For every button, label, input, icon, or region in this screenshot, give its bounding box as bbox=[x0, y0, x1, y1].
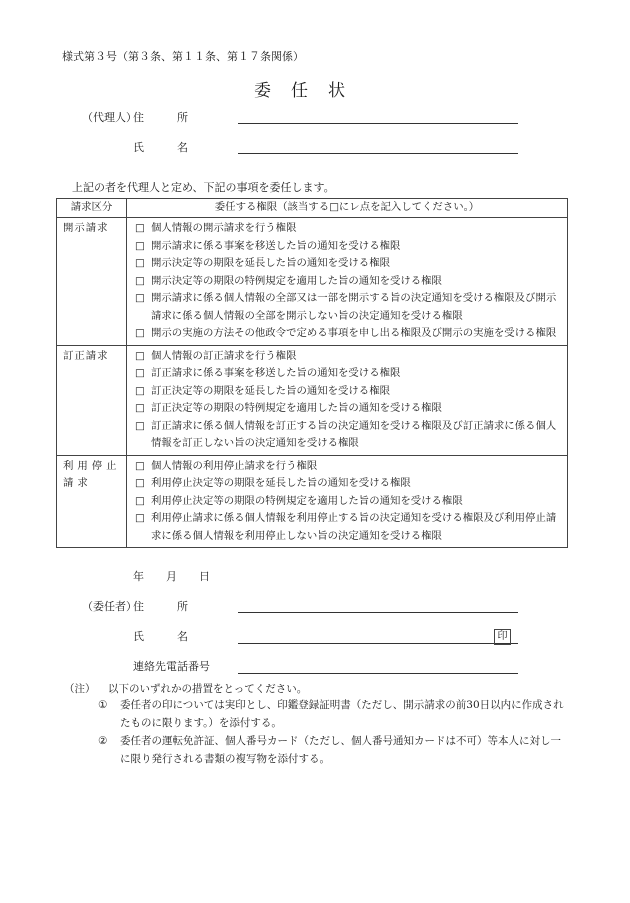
checkbox[interactable]: □ bbox=[135, 257, 145, 269]
list-item: □ 開示請求に係る個人情報の全部又は一部を開示する旨の決定通知を受ける権限及び開示請求に係る個人情報の全部を開示しない旨の決定通知を受ける権限 bbox=[135, 290, 561, 325]
list-item: □ 開示決定等の期限を延長した旨の通知を受ける権限 bbox=[135, 255, 561, 273]
list-item: □ 個人情報の訂正請求を行う権限 bbox=[135, 348, 561, 366]
category-disclosure: 開示請求 bbox=[57, 218, 127, 346]
intro-text: 上記の者を代理人と定め、下記の事項を委任します。 bbox=[72, 181, 335, 194]
section-disclosure bbox=[57, 218, 568, 346]
checkbox[interactable]: □ bbox=[135, 349, 145, 362]
form-number: 様式第３号（第３条、第１１条、第１７条関係） bbox=[62, 50, 304, 63]
list-item: □ 訂正決定等の期限の特例規定を適用した旨の通知を受ける権限 bbox=[135, 400, 561, 418]
notes-prefix: （注） bbox=[64, 683, 96, 695]
note-1-number: ① bbox=[98, 699, 108, 711]
section-correction bbox=[57, 345, 568, 455]
date-line: 年 月 日 bbox=[133, 570, 210, 583]
list-item: □ 個人情報の利用停止請求を行う権限 bbox=[135, 458, 561, 476]
checkbox[interactable]: □ bbox=[135, 222, 145, 234]
col-header-category: 請求区分 bbox=[57, 199, 127, 218]
checkbox[interactable]: □ bbox=[135, 367, 145, 379]
checkbox[interactable]: □ bbox=[135, 419, 145, 432]
list-item: □ 開示決定等の期限の特例規定を適用した旨の通知を受ける権限 bbox=[135, 273, 561, 291]
agent-name-field[interactable] bbox=[238, 153, 518, 154]
list-item: □ 訂正決定等の期限を延長した旨の通知を受ける権限 bbox=[135, 383, 561, 401]
principal-role-label: （委任者） bbox=[82, 600, 137, 613]
phone-label: 連絡先電話番号 bbox=[133, 660, 210, 673]
checkbox[interactable]: □ bbox=[135, 384, 145, 397]
checkbox[interactable]: □ bbox=[135, 477, 145, 489]
agent-address-label: 住 所 bbox=[133, 111, 188, 124]
principal-name-field[interactable] bbox=[238, 643, 518, 644]
list-item: □ 利用停止決定等の期限を延長した旨の通知を受ける権限 bbox=[135, 475, 561, 493]
agent-role-label: （代理人） bbox=[82, 111, 137, 124]
list-item: □ 訂正請求に係る事案を移送した旨の通知を受ける権限 bbox=[135, 365, 561, 383]
agent-name-label: 氏 名 bbox=[133, 141, 188, 154]
note-1-text: 委任者の印については実印とし、印鑑登録証明書（ただし、開示請求の前30日以内に作成されたものに限ります。）を添付する。 bbox=[120, 699, 564, 729]
list-item: □ 利用停止決定等の期限の特例規定を適用した旨の通知を受ける権限 bbox=[135, 493, 561, 511]
section-suspension bbox=[57, 455, 568, 548]
checkbox[interactable]: □ bbox=[135, 512, 145, 524]
checkbox[interactable]: □ bbox=[135, 402, 145, 414]
list-item: □ 開示請求に係る事案を移送した旨の通知を受ける権限 bbox=[135, 238, 561, 256]
checkbox[interactable]: □ bbox=[135, 494, 145, 507]
list-item: □ 訂正請求に係る個人情報を訂正する旨の決定通知を受ける権限及び訂正請求に係る個人情報を訂正しない旨の決定通知を受ける権限 bbox=[135, 418, 561, 453]
note-2-number: ② bbox=[98, 735, 108, 747]
principal-address-label: 住 所 bbox=[133, 600, 188, 613]
notes-lead: 以下のいずれかの措置をとってください。 bbox=[108, 683, 308, 695]
category-suspension: 利用停止請求 bbox=[57, 455, 127, 548]
checkbox[interactable]: □ bbox=[135, 459, 145, 472]
authority-table bbox=[56, 198, 568, 548]
phone-field[interactable] bbox=[238, 673, 518, 674]
seal-mark: 印 bbox=[494, 629, 511, 645]
list-item: □ 開示の実施の方法その他政令で定める事項を申し出る権限及び開示の実施を受ける権限 bbox=[135, 325, 561, 343]
principal-address-field[interactable] bbox=[238, 612, 518, 613]
category-correction: 訂正請求 bbox=[57, 345, 127, 455]
agent-address-field[interactable] bbox=[238, 123, 518, 124]
col-header-authority: 委任する権限（該当する□にレ点を記入してください。） bbox=[127, 199, 568, 218]
list-item: □ 利用停止請求に係る個人情報を利用停止する旨の決定通知を受ける権限及び利用停止請求に係る個人情報を利用停止しない旨の決定通知を受ける権限 bbox=[135, 510, 561, 545]
page-title: 委任状 bbox=[254, 81, 365, 101]
checkbox[interactable]: □ bbox=[135, 239, 145, 252]
list-item: □ 個人情報の開示請求を行う権限 bbox=[135, 220, 561, 238]
checkbox[interactable]: □ bbox=[135, 327, 145, 339]
checkbox[interactable]: □ bbox=[135, 292, 145, 304]
table-header-row bbox=[57, 199, 568, 218]
checkbox[interactable]: □ bbox=[135, 274, 145, 287]
principal-name-label: 氏 名 bbox=[133, 630, 188, 643]
note-2-text: 委任者の運転免許証、個人番号カード（ただし、個人番号通知カードは不可）等本人に対し一に限り発行される書類の複写物を添付する。 bbox=[120, 735, 561, 765]
